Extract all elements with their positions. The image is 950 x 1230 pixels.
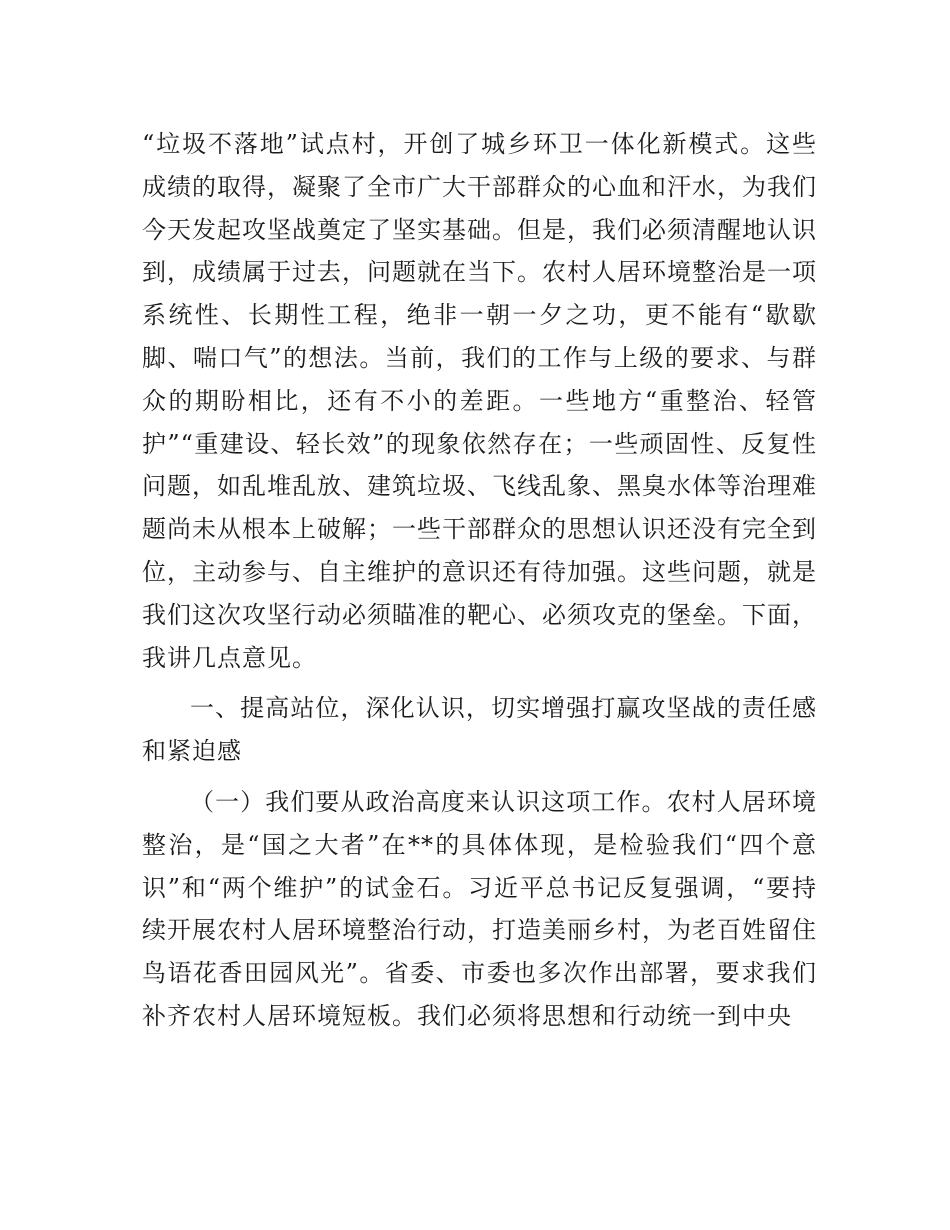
body-paragraph: “垃圾不落地”试点村，开创了城乡环卫一体化新模式。这些成绩的取得，凝聚了全市广大干部群众的心血和汗水，为我们今天发起攻坚战奠定了坚实基础。但是，我们必须清醒地认识到，成绩属于过去，问题就在当下。农村人居环境整治是一项系统性、长期性工程，绝非一朝一夕之功，更不能有“歇歇脚、喘口气”的想法。当前，我们的工作与上级的要求、与群众的期盼相比，还有不小的差距。一些地方“重整治、轻管护”“重建设、轻长效”的现象依然存在；一些顽固性、反复性问题，如乱堆乱放、建筑垃圾、飞线乱象、黑臭水体等治理难题尚未从根本上破解；一些干部群众的思想认识还没有完全到位，主动参与、自主维护的意识还有待加强。这些问题，就是我们这次攻坚行动必须瞄准的靶心、必须攻克的堡垒。下面，我讲几点意见。 xyxy=(142,130,817,672)
section-heading: 一、提高站位，深化认识，切实增强打赢攻坚战的责任感和紧迫感 xyxy=(142,694,817,766)
document-body xyxy=(142,123,817,1038)
body-paragraph: （一）我们要从政治高度来认识这项工作。农村人居环境整治，是“国之大者”在**的具体体现，是检验我们“四个意识”和“两个维护”的试金石。习近平总书记反复强调，“要持续开展农村人居环境整治行动，打造美丽乡村，为老百姓留住鸟语花香田园风光”。省委、市委也多次作出部署，要求我们补齐农村人居环境短板。我们必须将思想和行动统一到中央 xyxy=(142,787,817,1030)
